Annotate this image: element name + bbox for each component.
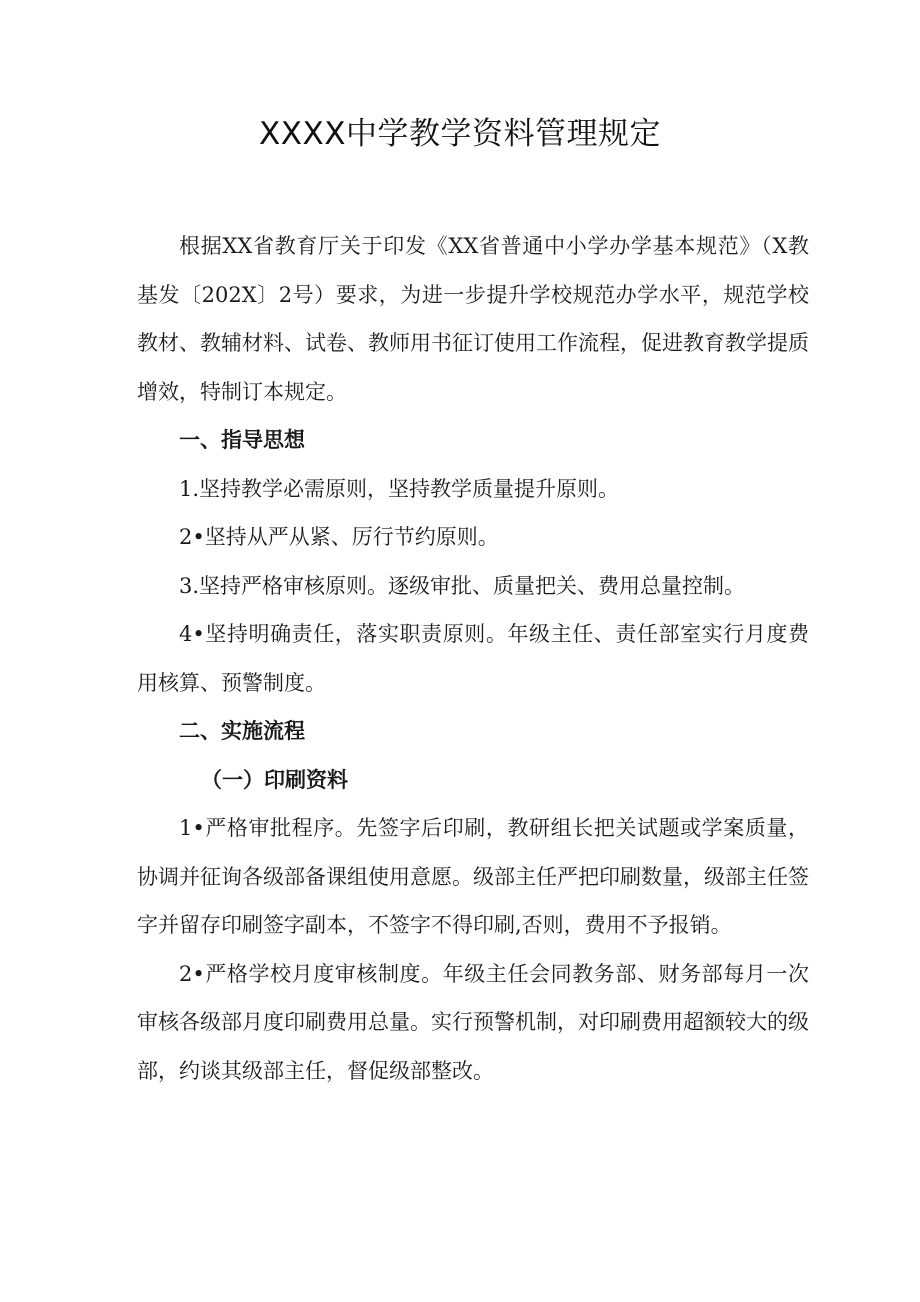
intro-paragraph: 根据XX省教育厅关于印发《XX省普通中小学办学基本规范》（X教基发〔202X〕2号）要求，为进一步提升学校规范办学水平，规范学校教材、教辅材料、试卷、教师用书征订使用工作流程，促进教育教学提质增效，特制订本规定。 bbox=[137, 234, 809, 404]
section-heading-guiding-ideology: 一、指导思想 bbox=[179, 428, 305, 452]
guiding-item-4: 4•坚持明确责任，落实职责原则。年级主任、责任部室实行月度费用核算、预警制度。 bbox=[137, 622, 809, 695]
guiding-item-3: 3.坚持严格审核原则。逐级审批、质量把关、费用总量控制。 bbox=[179, 573, 746, 598]
subsection-heading-printed-materials: （一）印刷资料 bbox=[201, 767, 348, 792]
guiding-item-1: 1.坚持教学必需原则，坚持教学质量提升原则。 bbox=[179, 476, 620, 501]
printing-item-2: 2•严格学校月度审核制度。年级主任会同教务部、财务部每月一次审核各级部月度印刷费用总量。实行预警机制，对印刷费用超额较大的级部，约谈其级部主任，督促级部整改。 bbox=[137, 961, 809, 1083]
document-title: XXXX中学教学资料管理规定 bbox=[259, 116, 661, 152]
printing-item-1: 1•严格审批程序。先签字后印刷，教研组长把关试题或学案质量，协调并征询各级部备课组使用意愿。级部主任严把印刷数量，级部主任签字并留存印刷签字副本，不签字不得印刷,否则，费用不予报销。 bbox=[137, 816, 809, 937]
section-heading-implementation-process: 二、实施流程 bbox=[179, 719, 305, 743]
guiding-item-2: 2•坚持从严从紧、厉行节约原则。 bbox=[179, 525, 499, 549]
document-body bbox=[137, 222, 809, 1095]
